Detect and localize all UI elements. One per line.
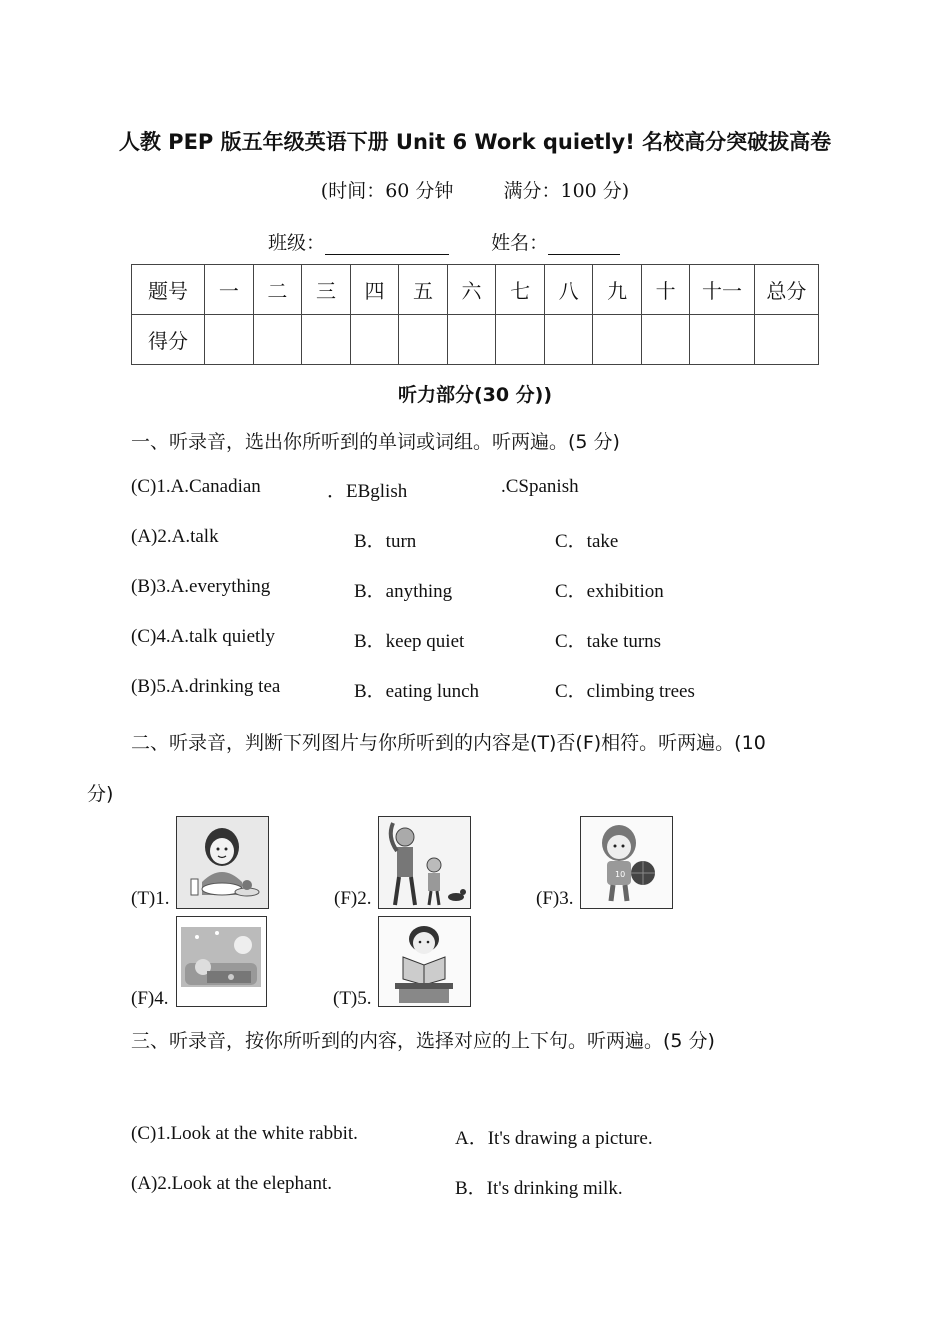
header-cell: 一 xyxy=(205,265,254,315)
s2-item2-label: (F)2. xyxy=(334,888,372,909)
name-label: 姓名： xyxy=(491,232,549,254)
class-blank[interactable] xyxy=(325,234,449,255)
score-cell[interactable] xyxy=(593,315,642,365)
family-walking-dog-icon xyxy=(378,816,471,909)
header-cell: 四 xyxy=(350,265,399,315)
s3-answer-b: B．It's drinking milk. xyxy=(455,1178,623,1199)
name-blank[interactable] xyxy=(548,234,620,255)
girl-reading-icon xyxy=(378,916,471,1007)
section3-heading: 三、听录音，按你所听到的内容，选择对应的上下句。听两遍。(5 分) xyxy=(131,1030,715,1052)
listening-part-title: 听力部分(30 分)) xyxy=(397,384,553,406)
header-cell: 总分 xyxy=(754,265,818,315)
student-info-line xyxy=(268,228,620,255)
s2-item1-label: (T)1. xyxy=(131,888,170,909)
header-cell: 题号 xyxy=(132,265,205,315)
score-table-score-row xyxy=(132,315,819,365)
s1-q4-c: C．take turns xyxy=(555,631,662,652)
s1-q2-b: B．turn xyxy=(354,531,417,552)
s1-q2-a: (A)2.A.talk xyxy=(131,526,219,547)
s1-q3-b: B．anything xyxy=(354,581,453,602)
s1-q2-c: C．take xyxy=(555,531,619,552)
header-cell: 六 xyxy=(447,265,496,315)
s3-q1: (C)1.Look at the white rabbit. xyxy=(131,1123,358,1144)
score-cell[interactable] xyxy=(253,315,302,365)
header-cell: 十 xyxy=(641,265,690,315)
s1-q5-a: (B)5.A.drinking tea xyxy=(131,676,281,697)
header-cell: 二 xyxy=(253,265,302,315)
score-cell[interactable] xyxy=(205,315,254,365)
header-cell: 八 xyxy=(544,265,593,315)
score-cell[interactable] xyxy=(447,315,496,365)
time-limit: (时间：60 分钟 xyxy=(320,180,454,202)
header-cell: 九 xyxy=(593,265,642,315)
s1-q5-b: B．eating lunch xyxy=(354,681,480,702)
s2-item4-label: (F)4. xyxy=(131,988,169,1009)
s3-answer-a: A．It's drawing a picture. xyxy=(455,1128,653,1149)
score-cell[interactable] xyxy=(302,315,351,365)
header-cell: 十一 xyxy=(690,265,754,315)
section2-heading: 二、听录音，判断下列图片与你所听到的内容是(T)否(F)相符。听两遍。(10 xyxy=(131,732,766,754)
s1-q4-a: (C)4.A.talk quietly xyxy=(131,626,276,647)
class-label: 班级： xyxy=(268,232,326,254)
s2-item3-label: (F)3. xyxy=(536,888,574,909)
s3-q2: (A)2.Look at the elephant. xyxy=(131,1173,333,1194)
section2-heading-cont: 分) xyxy=(87,783,114,805)
row-label: 得分 xyxy=(132,315,205,365)
score-table-header-row xyxy=(132,265,819,315)
s1-q3-a: (B)3.A.everything xyxy=(131,576,271,597)
header-cell: 五 xyxy=(399,265,448,315)
score-cell[interactable] xyxy=(350,315,399,365)
score-cell[interactable] xyxy=(754,315,818,365)
s1-q1-b: ．EBglish xyxy=(327,481,408,502)
score-cell[interactable] xyxy=(544,315,593,365)
child-sleeping-icon xyxy=(176,916,267,1007)
s1-q5-c: C．climbing trees xyxy=(555,681,695,702)
exam-info xyxy=(0,176,950,203)
score-cell[interactable] xyxy=(399,315,448,365)
section1-heading: 一、听录音，选出你所听到的单词或词组。听两遍。(5 分) xyxy=(131,431,620,453)
s2-item5-label: (T)5. xyxy=(333,988,372,1009)
full-score: 满分：100 分) xyxy=(503,180,630,202)
score-cell[interactable] xyxy=(690,315,754,365)
score-table xyxy=(131,264,819,365)
s1-q4-b: B．keep quiet xyxy=(354,631,465,652)
header-cell: 七 xyxy=(496,265,545,315)
s1-q1-c: .CSpanish xyxy=(501,476,579,497)
page-title: 人教 PEP 版五年级英语下册 Unit 6 Work quietly! 名校高分突破拔高卷 xyxy=(118,130,832,154)
score-cell[interactable] xyxy=(496,315,545,365)
svg-text:10: 10 xyxy=(615,870,626,879)
score-cell[interactable] xyxy=(641,315,690,365)
s1-q3-c: C．exhibition xyxy=(555,581,664,602)
header-cell: 三 xyxy=(302,265,351,315)
s1-q1-a: (C)1.A.Canadian xyxy=(131,476,261,497)
girl-eating-icon xyxy=(176,816,269,909)
girl-basketball-icon xyxy=(580,816,673,909)
